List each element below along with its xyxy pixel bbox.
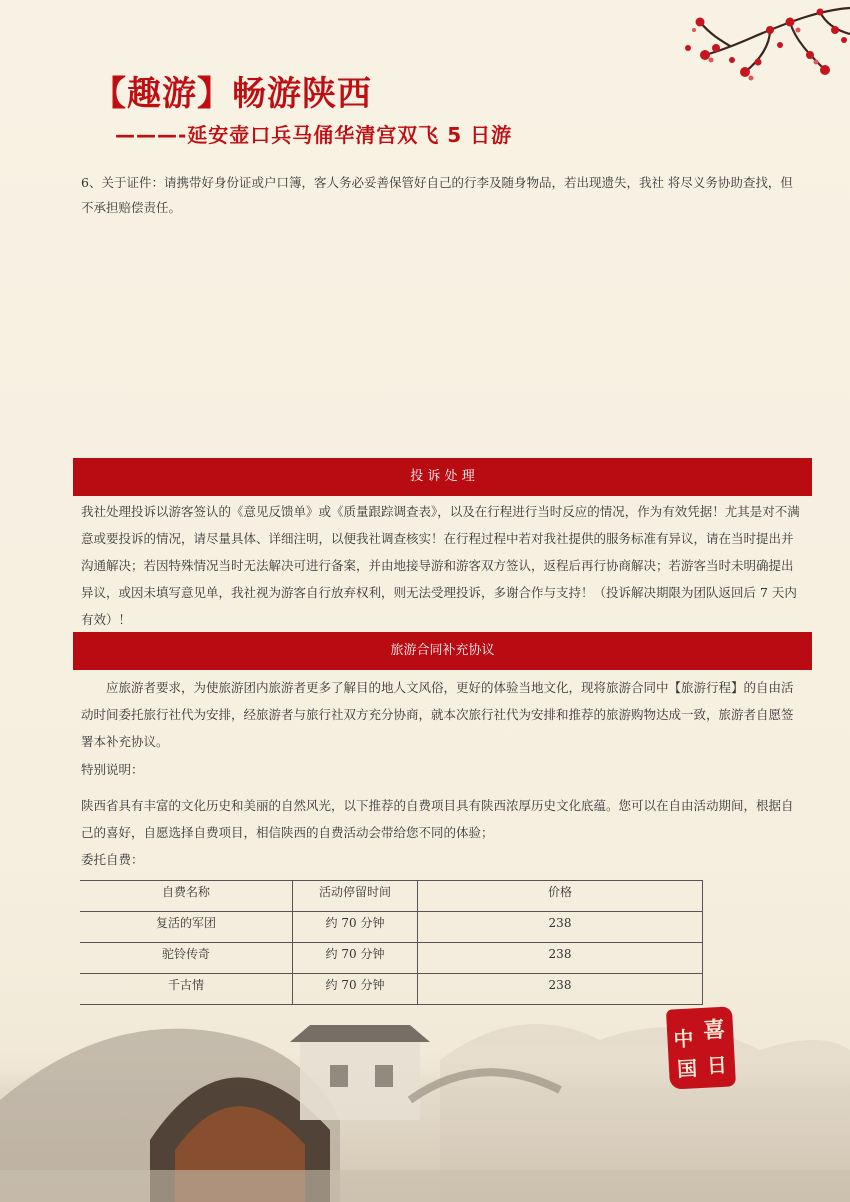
fee-label: 委托自费： — [81, 852, 144, 867]
supplement-heading: 旅游合同补充协议 — [390, 643, 495, 658]
seal-char: 中 — [672, 1026, 695, 1052]
special-note-paragraph: 陕西省具有丰富的文化历史和美丽的自然风光，以下推荐的自费项目具有陕西浓厚历史文化底蕴。您可以在自由活动期间，根据自己的喜好，自愿选择自费项目，相信陕西的自费活动会带给您不同的体验； — [81, 798, 794, 840]
complaint-heading: 投 诉 处 理 — [410, 469, 475, 484]
header-duration: 活动停留时间 — [293, 881, 418, 912]
complaint-section-header — [73, 458, 812, 496]
id-note-paragraph: 6、关于证件：请携带好身份证或户口簿，客人务必妥善保管好自己的行李及随身物品，若出现遗失，我社 将尽义务协助查找，但不承担赔偿责任。 — [81, 175, 793, 215]
supplement-section-header — [73, 632, 812, 670]
header-activity-name: 自费名称 — [80, 881, 293, 912]
table-row — [80, 912, 703, 943]
table-row — [80, 943, 703, 974]
seal-char: 日 — [706, 1052, 728, 1078]
activity-duration: 约 70 分钟 — [293, 974, 418, 1005]
activity-name: 复活的军团 — [80, 912, 293, 943]
page-title: 【趣游】畅游陕西 — [92, 74, 372, 114]
activity-price: 238 — [418, 943, 703, 974]
activity-name: 驼铃传奇 — [80, 943, 293, 974]
activity-price: 238 — [418, 974, 703, 1005]
complaint-paragraph: 我社处理投诉以游客签认的《意见反馈单》或《质量跟踪调查表》，以及在行程进行当时反应的情况，作为有效凭据！尤其是对不满意或要投诉的情况，请尽量具体、详细注明，以便我社调查核实！在行程过程中若对我社提供的服务标准有异议，请在当时提出并沟通解决；若因特殊情况当时无法解决可进行备案，并由地接导游和游客双方签认，返程后再行协商解决；若游客当时未明确提出异议，或因未填写意见单，我社视为游客自行放弃权利，则无法受理投诉，多谢合作与支持！（投诉解决期限为团队返回后 7 天内有效）！ — [81, 504, 800, 627]
seal-char: 喜 — [702, 1016, 726, 1044]
activity-duration: 约 70 分钟 — [293, 912, 418, 943]
activity-duration: 约 70 分钟 — [293, 943, 418, 974]
header-price: 价格 — [418, 881, 703, 912]
activity-name: 千古情 — [80, 974, 293, 1005]
plum-blossom-illustration — [620, 0, 850, 95]
red-seal-stamp — [666, 1006, 736, 1089]
page-subtitle: ———-延安壶口兵马俑华清宫双飞 5 日游 — [115, 123, 513, 147]
seal-char: 国 — [676, 1056, 698, 1082]
special-note-label: 特别说明： — [81, 762, 144, 777]
activity-price: 238 — [418, 912, 703, 943]
table-row — [80, 974, 703, 1005]
supplement-intro-paragraph: 应旅游者要求，为使旅游团内旅游者更多了解目的地人文风俗，更好的体验当地文化，现将旅游合同中【旅游行程】的自由活动时间委托旅行社代为安排，经旅游者与旅行社双方充分协商，就本次旅行社代为安排和推荐的旅游购物达成一致，旅游者自愿签署本补充协议。 — [81, 680, 794, 749]
self-paid-activities-table — [80, 880, 703, 1005]
table-header-row — [80, 881, 703, 912]
